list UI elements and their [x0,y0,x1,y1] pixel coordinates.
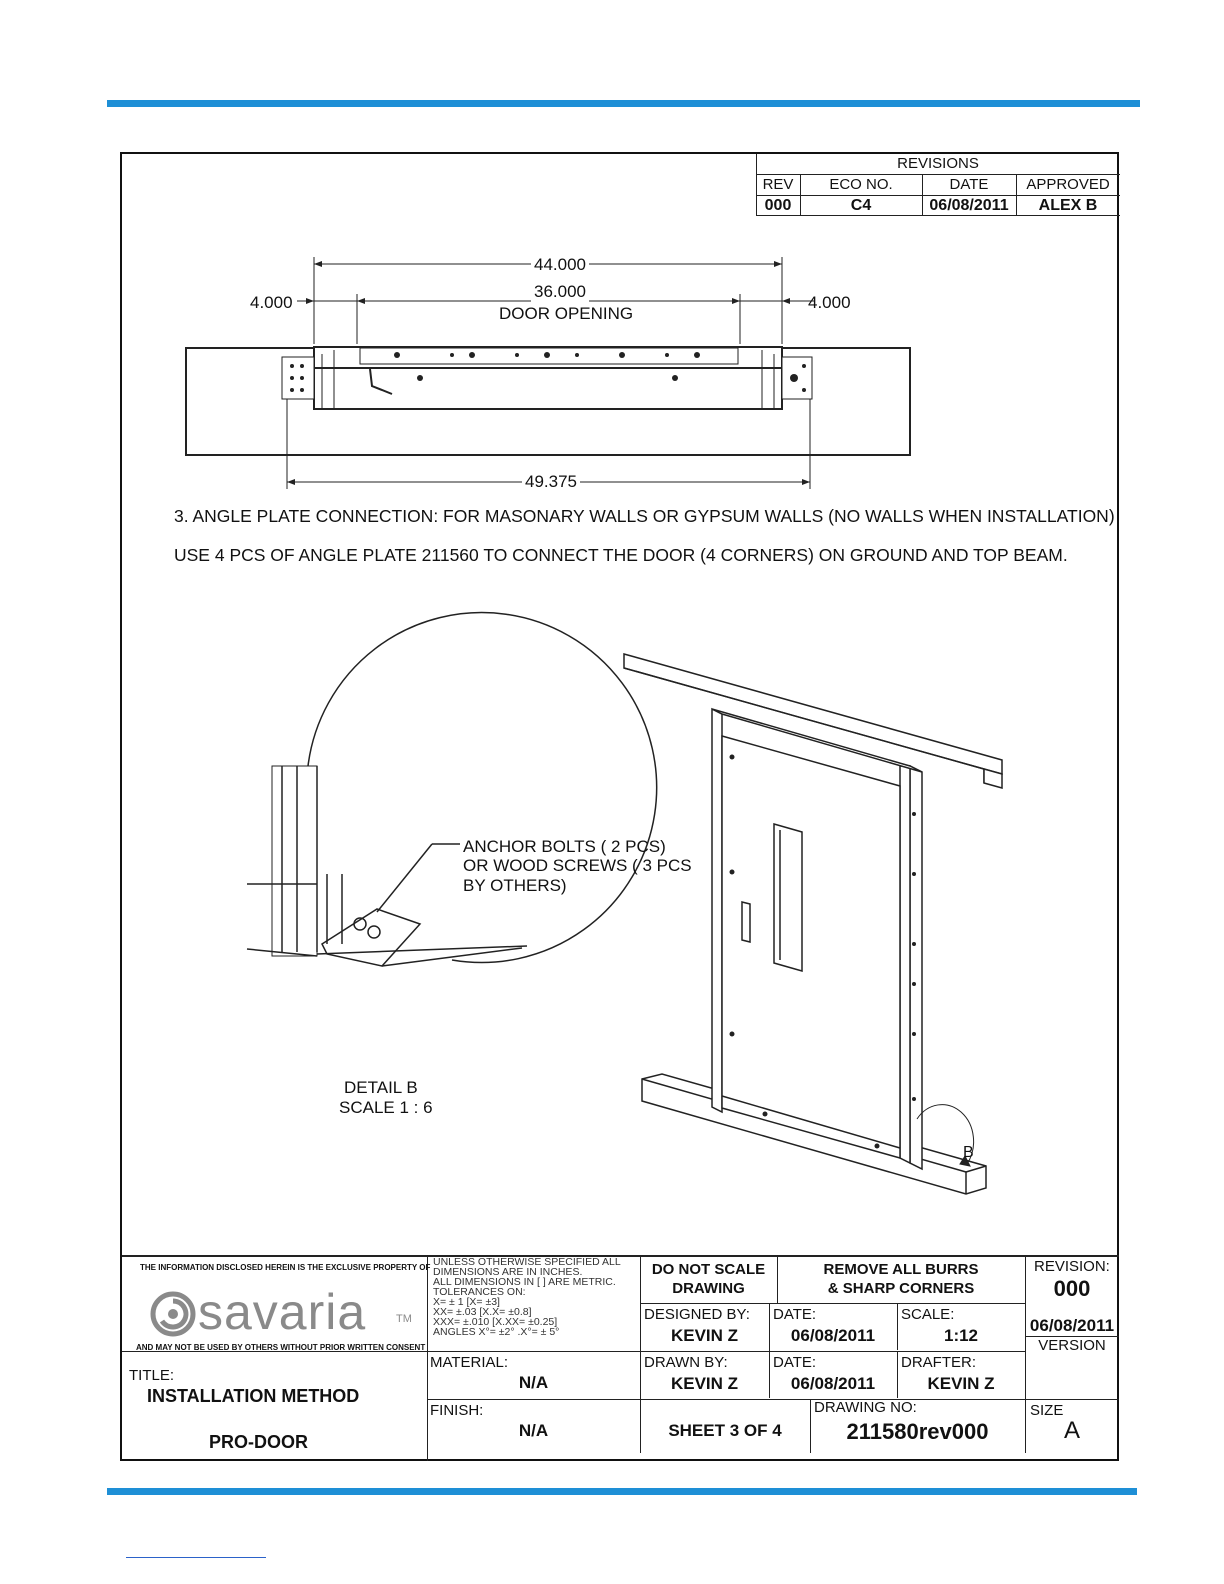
dim-36: 36.000 [531,282,589,302]
detail-b-scale: SCALE 1 : 6 [339,1098,433,1117]
savaria-logo [150,1284,420,1340]
detail-b-label: DETAIL B [344,1078,418,1097]
date-value: 06/08/2011 [790,1326,876,1345]
size-value: A [1063,1417,1080,1444]
revision-date: 06/08/2011 [1029,1316,1115,1335]
tolerance-spec: UNLESS OTHERWISE SPECIFIED ALL DIMENSIONS ARE IN INCHES. ALL DIMENSIONS IN [ ] ARE METRIC. TOLERANCES ON: X= ± 1 [X= ±3] XX= ±.03 [X.X= ±0.8] XXX= ±.010 [X.XX= ±0.25] ANGLES X°= ±2° .X°= ± 5° [433,1256,621,1338]
scale-value: 1:12 [943,1326,979,1345]
eco-value: C4 [850,197,872,214]
logo-tm: TM [396,1313,412,1325]
approved-header: APPROVED [1026,176,1110,193]
do-not-scale-1: DO NOT SCALE [651,1261,766,1278]
material-label: MATERIAL: [430,1354,509,1371]
callout-line-1: ANCHOR BOLTS ( 2 PCS) [463,837,666,856]
material-value: N/A [518,1373,549,1392]
title-block [122,1255,1119,1461]
logo-text: savaria [198,1284,367,1340]
consent-notice: AND MAY NOT BE USED BY OTHERS WITHOUT PRIOR WRITTEN CONSENT [136,1343,426,1352]
detail-b-marker: B [963,1144,974,1161]
callout-line-2: OR WOOD SCREWS ( 3 PCS [463,856,692,875]
revisions-title: REVISIONS [897,155,979,172]
burrs-2: & SHARP CORNERS [827,1280,975,1297]
approved-value: ALEX B [1038,197,1098,214]
door-opening-label: DOOR OPENING [496,304,636,324]
note-3b: USE 4 PCS OF ANGLE PLATE 211560 TO CONNECT THE DOOR (4 CORNERS) ON GROUND AND TOP BEAM. [174,545,1068,565]
date-label: DATE: [773,1306,817,1323]
rev-header: REV [762,176,794,193]
date-value: 06/08/2011 [929,197,1009,214]
size-label: SIZE [1030,1402,1064,1419]
footer-link-underline[interactable] [126,1557,266,1558]
scale-label: SCALE: [901,1306,955,1323]
date2-label: DATE: [773,1354,817,1371]
finish-value: N/A [518,1421,549,1440]
finish-label: FINISH: [430,1402,484,1419]
rev-value: 000 [764,197,792,214]
dim-49375: 49.375 [522,472,580,492]
dim-44: 44.000 [531,255,589,275]
title-line-1: INSTALLATION METHOD [147,1386,360,1406]
drawn-by-label: DRAWN BY: [644,1354,728,1371]
dim-left-4: 4.000 [250,293,293,312]
proprietary-notice: THE INFORMATION DISCLOSED HEREIN IS THE EXCLUSIVE PROPERTY OF [140,1263,431,1272]
isometric-door-view [624,654,1002,1194]
version-label: VERSION [1038,1337,1106,1354]
dim-right-4: 4.000 [808,293,851,312]
footer-blue-band [107,1488,1137,1495]
do-not-scale-2: DRAWING [672,1280,745,1297]
title-line-2: PRO-DOOR [209,1432,308,1452]
detail-b-view [247,613,657,966]
sheet-number: SHEET 3 OF 4 [668,1421,782,1440]
designed-by-label: DESIGNED BY: [644,1306,750,1323]
drawn-by-value: KEVIN Z [670,1374,739,1393]
date-header: DATE [949,176,989,193]
title-label: TITLE: [129,1367,175,1384]
eco-header: ECO NO. [829,176,893,193]
designed-by-value: KEVIN Z [670,1326,739,1345]
revision-value: 000 [1053,1276,1091,1301]
drawing-no-value: 211580rev000 [846,1419,989,1444]
savaria-swirl-icon [150,1291,196,1337]
callout-line-3: BY OTHERS) [463,876,567,895]
header-blue-band [107,100,1140,107]
burrs-1: REMOVE ALL BURRS [823,1261,979,1278]
revision-label: REVISION: [1034,1258,1110,1275]
drawing-no-label: DRAWING NO: [814,1399,917,1416]
drawing-sheet [120,152,1119,1461]
date2-value: 06/08/2011 [790,1374,876,1393]
note-3: 3. ANGLE PLATE CONNECTION: FOR MASONARY WALLS OR GYPSUM WALLS (NO WALLS WHEN INSTALLATION) [174,506,1115,526]
drafter-label: DRAFTER: [901,1354,976,1371]
drafter-value: KEVIN Z [927,1374,995,1393]
